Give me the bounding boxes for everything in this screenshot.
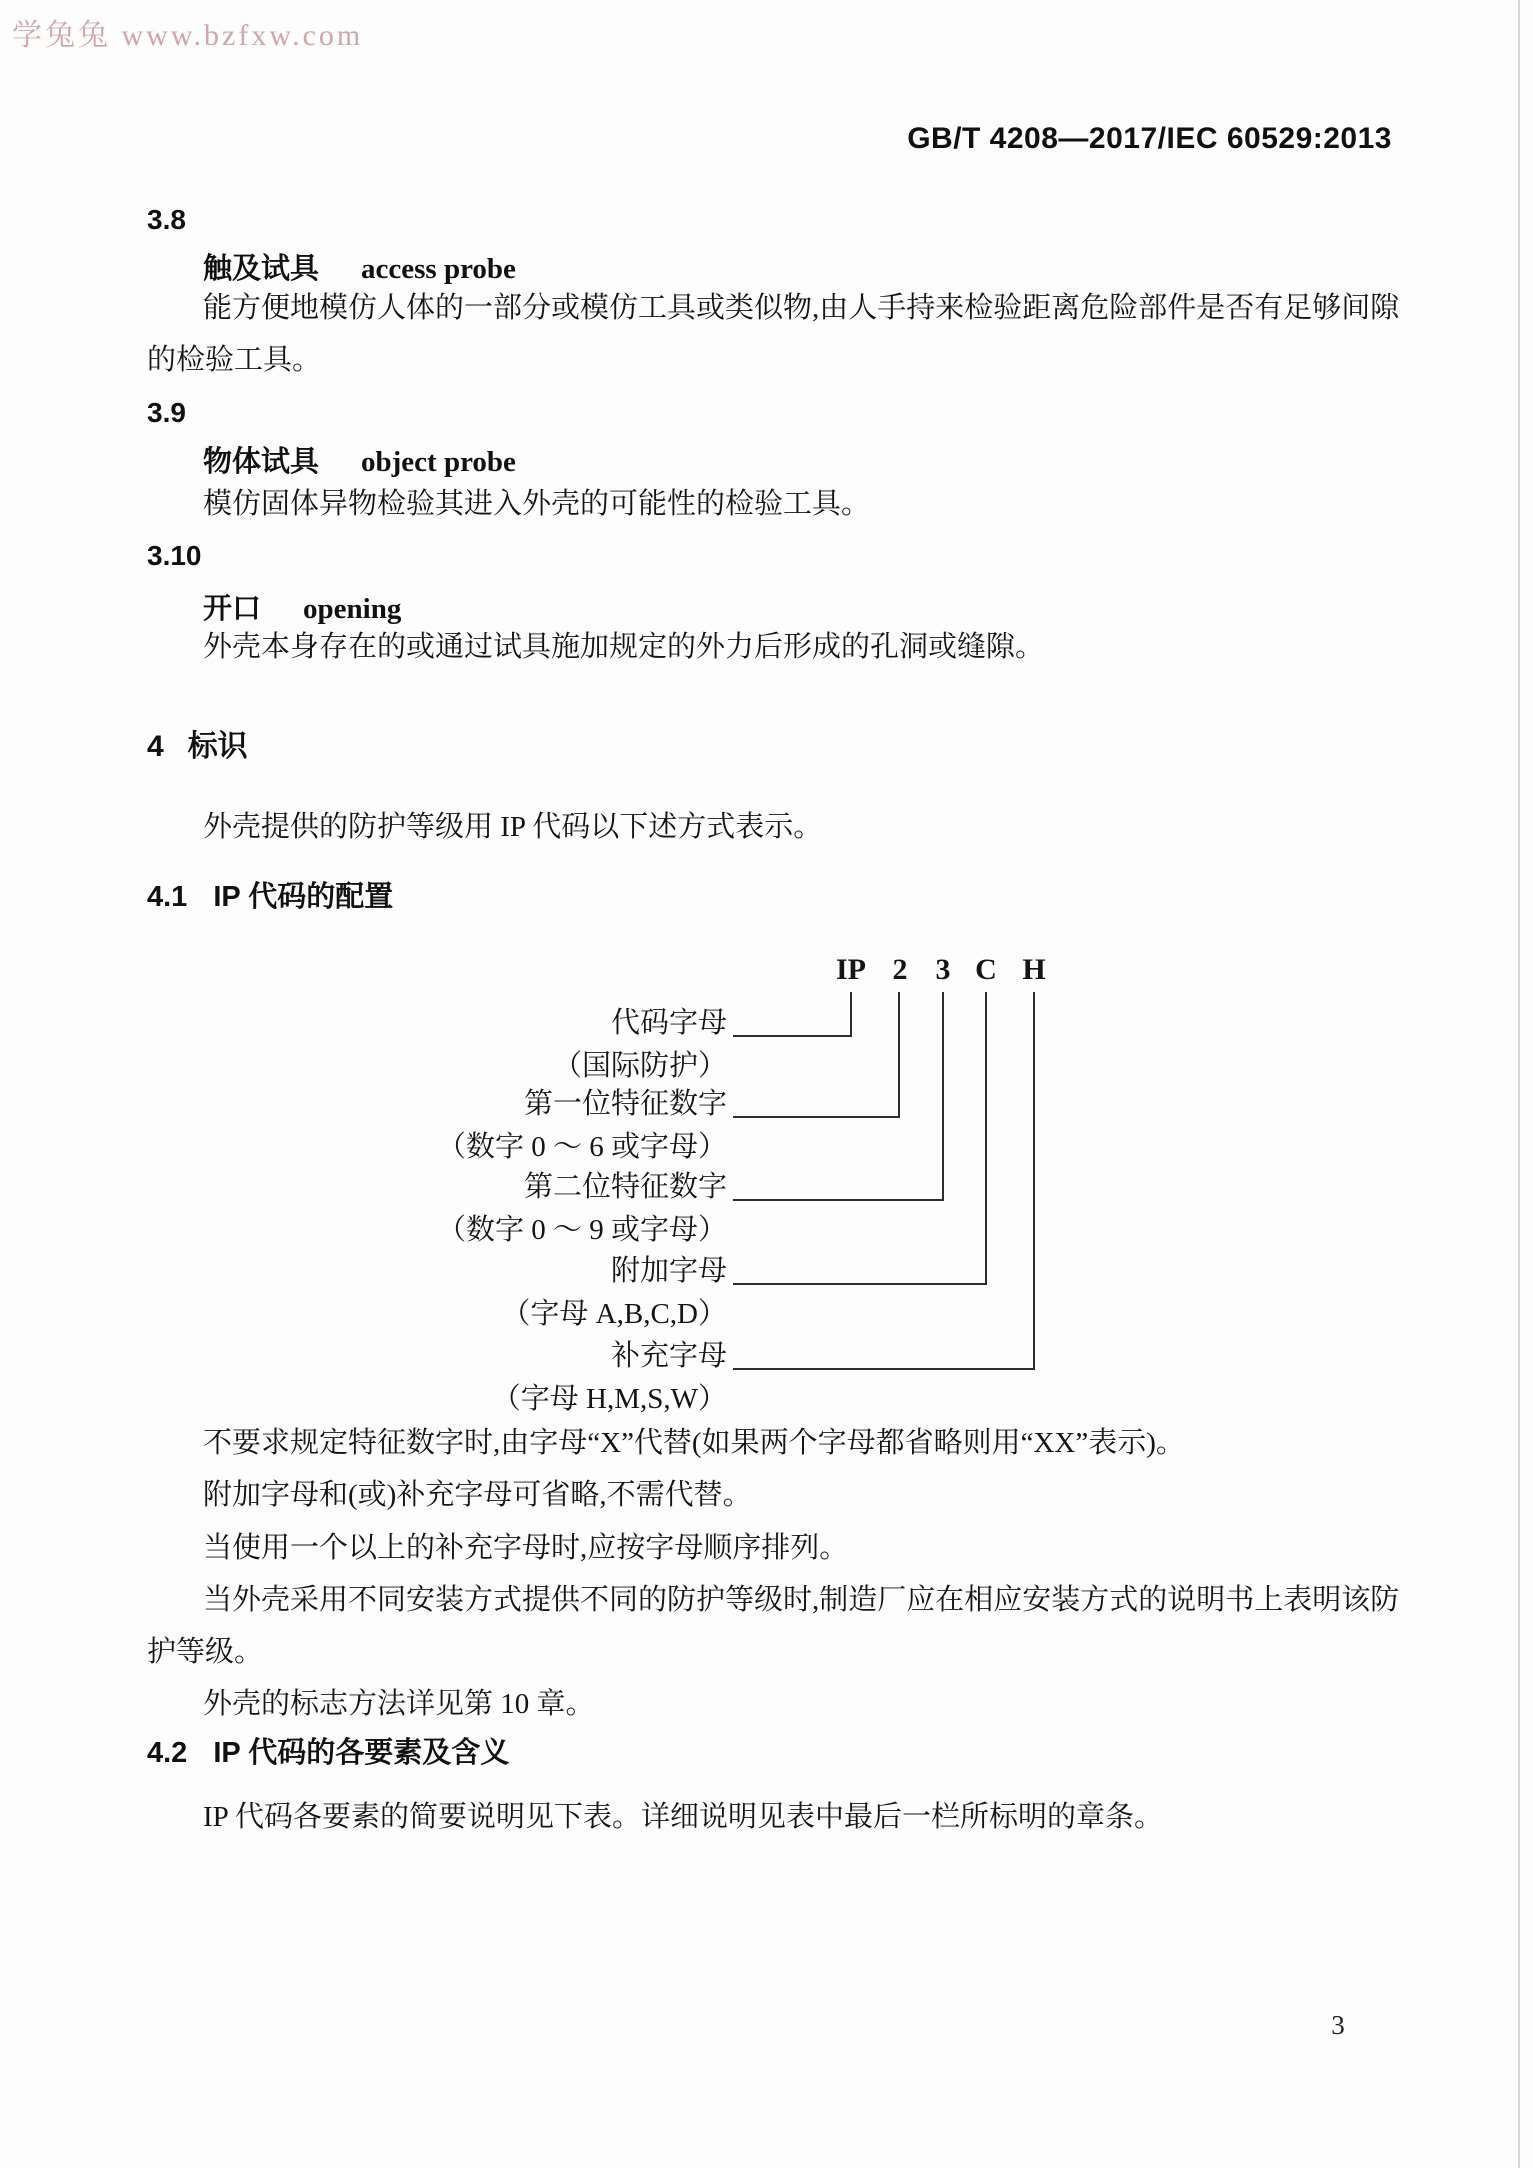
term-zh-3-9: 物体试具 xyxy=(203,446,320,478)
label-supplementary-letter-sub: （字母 H,M,S,W） xyxy=(491,1383,727,1415)
label-code-letters-sub: （国际防护） xyxy=(552,1050,727,1082)
ip-code-supplementary-letter: H xyxy=(1022,953,1046,986)
heading-4-number: 4 xyxy=(147,730,164,763)
heading-4-2-number: 4.2 xyxy=(147,1737,188,1769)
heading-4 xyxy=(147,721,248,765)
section-4-2-paragraph: IP 代码各要素的简要说明见下表。详细说明见表中最后一栏所标明的章条。 xyxy=(203,1801,1163,1833)
leader-vline-supplementary xyxy=(1033,992,1035,1369)
term-zh-3-8: 触及试具 xyxy=(203,253,320,285)
leader-hline-additional xyxy=(733,1283,987,1285)
leader-hline-supplementary xyxy=(733,1368,1035,1370)
term-def-3-8-line2: 的检验工具。 xyxy=(147,344,322,376)
ip-code-digit-1: 2 xyxy=(892,953,908,986)
ip-code-digit-2: 3 xyxy=(935,953,951,986)
leader-vline-digit2 xyxy=(942,992,944,1200)
note-x-replacement: 不要求规定特征数字时,由字母“X”代替(如果两个字母都省略则用“XX”表示)。 xyxy=(203,1427,1185,1459)
label-supplementary-letter: 补充字母 xyxy=(610,1340,727,1372)
ip-code-additional-letter: C xyxy=(975,953,997,986)
note-marking-method: 外壳的标志方法详见第 10 章。 xyxy=(203,1688,595,1720)
label-second-digit: 第二位特征数字 xyxy=(523,1171,727,1203)
section-4-intro: 外壳提供的防护等级用 IP 代码以下述方式表示。 xyxy=(203,811,823,843)
doc-header-code: GB/T 4208—2017/IEC 60529:2013 xyxy=(907,122,1392,155)
leader-hline-digit1 xyxy=(733,1116,900,1118)
label-second-digit-sub: （数字 0 ～ 9 或字母） xyxy=(436,1214,727,1246)
label-first-digit-sub: （数字 0 ～ 6 或字母） xyxy=(436,1131,727,1163)
heading-4-title: 标识 xyxy=(187,730,248,763)
term-def-3-8-line1: 能方便地模仿人体的一部分或模仿工具或类似物,由人手持来检验距离危险部件是否有足够间隙 xyxy=(203,292,1400,324)
term-line-3-10 xyxy=(203,586,401,627)
note-mounting-line2: 护等级。 xyxy=(147,1636,264,1668)
leader-vline-digit1 xyxy=(898,992,900,1117)
heading-4-1-title: IP 代码的配置 xyxy=(213,881,394,913)
ip-code-letters: IP xyxy=(836,953,866,986)
term-zh-3-10: 开口 xyxy=(203,593,262,625)
term-en-3-10: opening xyxy=(303,593,402,625)
heading-4-1 xyxy=(147,874,393,915)
section-number-3-10: 3.10 xyxy=(147,540,202,571)
term-def-3-9: 模仿固体异物检验其进入外壳的可能性的检验工具。 xyxy=(203,488,871,520)
note-letter-order: 当使用一个以上的补充字母时,应按字母顺序排列。 xyxy=(203,1532,849,1564)
label-additional-letter: 附加字母 xyxy=(610,1255,727,1287)
label-additional-letter-sub: （字母 A,B,C,D） xyxy=(501,1298,727,1330)
leader-hline-ip xyxy=(733,1035,852,1037)
section-number-3-9: 3.9 xyxy=(147,397,186,428)
leader-vline-additional xyxy=(985,992,987,1284)
term-en-3-9: object probe xyxy=(361,446,516,478)
label-code-letters: 代码字母 xyxy=(610,1007,727,1039)
heading-4-2-title: IP 代码的各要素及含义 xyxy=(213,1737,510,1769)
scan-edge-line xyxy=(1518,0,1520,2168)
term-line-3-9 xyxy=(203,439,516,480)
watermark: 学兔兔 www.bzfxw.com xyxy=(12,19,364,52)
page-number: 3 xyxy=(1331,2010,1345,2040)
section-number-3-8: 3.8 xyxy=(147,204,186,235)
leader-hline-digit2 xyxy=(733,1199,944,1201)
term-en-3-8: access probe xyxy=(361,253,516,285)
leader-vline-ip xyxy=(850,992,852,1036)
label-first-digit: 第一位特征数字 xyxy=(523,1088,727,1120)
note-omission: 附加字母和(或)补充字母可省略,不需代替。 xyxy=(203,1479,752,1511)
heading-4-1-number: 4.1 xyxy=(147,881,188,913)
note-mounting-line1: 当外壳采用不同安装方式提供不同的防护等级时,制造厂应在相应安装方式的说明书上表明该防 xyxy=(203,1584,1400,1616)
heading-4-2 xyxy=(147,1730,509,1771)
term-def-3-10: 外壳本身存在的或通过试具施加规定的外力后形成的孔洞或缝隙。 xyxy=(203,631,1045,663)
term-line-3-8 xyxy=(203,246,516,287)
